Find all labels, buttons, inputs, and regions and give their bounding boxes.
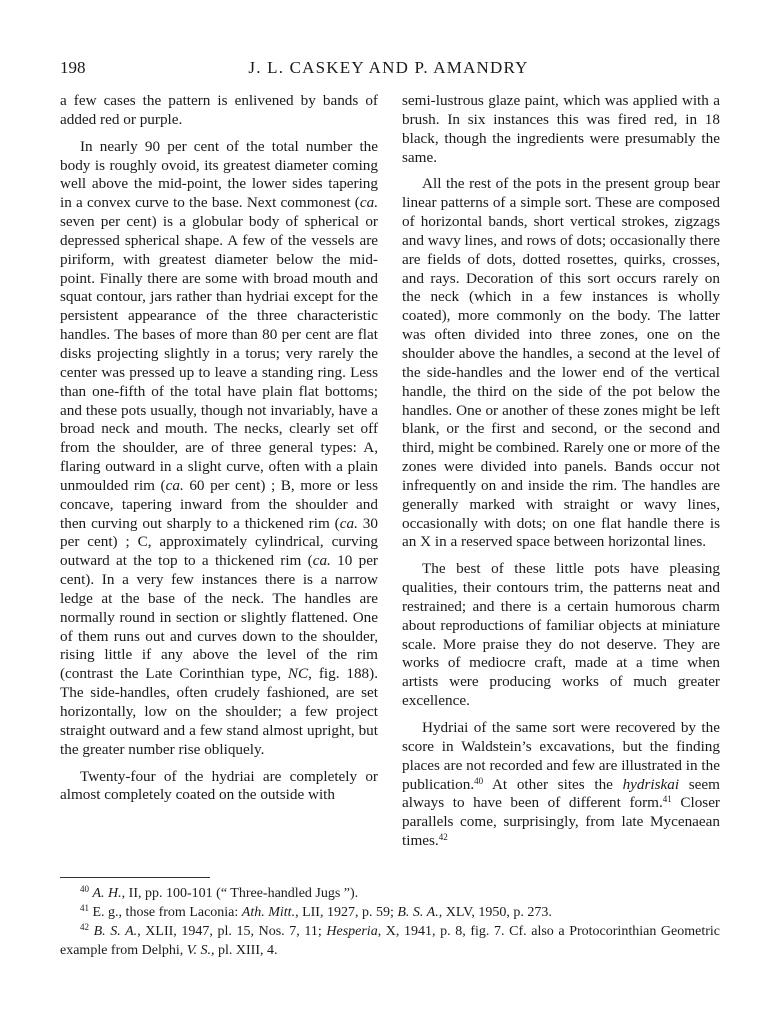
paragraph: All the rest of the pots in the present group bear linear patterns of a simple sort. These are composed of horizontal bands, short vertical strokes, zigzags and wavy lines, and rows of dots; occasionally there are fields of dots, dotted rosettes, quirks, crosses, and rays. Decoration of this sort occurs rarely on the neck (which in a few instances is wholly coated), more commonly on the body. The latter was often divided into three zones, one on the shoulder above the handles, a second at the level of the side-handles and the lower end of the vertical handle, the third on the side of the pot below the handles. One or another of these zones might be left blank, or the first and second, or the second and third, might be combined. Rarely one or more of the zones were divided into panels. Bands occur not infrequently on and inside the rim. The handles are generally marked with straight or wavy lines, occasionally with dots; on one flat handle there is an X in a reserved space between horizontal lines. bbox=[402, 175, 720, 551]
paragraph: a few cases the pattern is enlivened by bands of added red or purple. bbox=[60, 92, 378, 128]
footnote-rule bbox=[60, 877, 210, 878]
paragraph: The best of these little pots have pleasing qualities, their contours trim, the patterns neat and restrained; and there is a certain humorous charm about reproductions of familiar objects at miniature scale. More praise they do not deserve. They are works of mediocre craft, made at a time when artists were producing works of much greater excellence. bbox=[402, 560, 720, 710]
footnote-40: $^{40}$ A. H., II, pp. 100-101 (“ Three-handled Jugs ”). bbox=[80, 884, 359, 901]
right-column bbox=[402, 92, 720, 851]
paragraph: In nearly 90 per cent of the total number the body is roughly ovoid, its greatest diameter coming well above the mid-point, the lower sides tapering in a convex curve to the base. Next commonest (ca. seven per cent) is a globular body of spherical or depressed spherical shape. A few of the vessels are piriform, with greatest diameter below the mid-point. Finally there are some with broad mouth and squat contour, jars rather than hydriai except for the persistent appearance of the three characteristic handles. The bases of more than 80 per cent are flat disks projecting slightly in a torus; very rarely the center was pressed up to leave a standing ring. Less than one-fifth of the total have plain flat bottoms; and these pots usually, though not invariably, have a broad neck and mouth. The necks, clearly set off from the shoulder, are of three general types: A, flaring outward in a slight curve, often with a plain unmoulded rim (ca. 60 per cent) ; B, more or less concave, tapering inward from the shoulder and then curving out sharply to a thickened rim (ca. 30 per cent) ; C, approximately cylindrical, curving outward at the top to a thickened rim (ca. 10 per cent). In a very few instances there is a narrow ledge at the base of the neck. The handles are normally round in section or slightly flattened. One of them runs out and curves down to the shoulder, rising little if any above the level of the rim (contrast the Late Corinthian type, NC, fig. 188). The side-handles, often crudely fashioned, are set horizontally, low on the shoulder; a few project straight outward and a few stand almost upright, but the greater number rise obliquely. bbox=[60, 137, 379, 758]
footnote-41: $^{41}$ E. g., those from Laconia: Ath. Mitt., LII, 1927, p. 59; B. S. A., XLV, 1950, p. 273. bbox=[80, 903, 552, 920]
footnote-ref[interactable]: 42 bbox=[438, 832, 448, 843]
page-number: 198 bbox=[60, 58, 86, 77]
page-header bbox=[60, 58, 717, 82]
paragraph: semi-lustrous glaze paint, which was applied with a brush. In six instances this was fired red, in 18 black, though the ingredients were presumably the same. bbox=[402, 92, 720, 166]
left-column bbox=[60, 92, 378, 805]
paragraph: Hydriai of the same sort were recovered by the score in Waldstein’s excavations, but the finding places are not recorded and few are illustrated in the publication.$^{40}$ At other sites the hydriskai seem always to have been of different form.$^{41}$ Closer parallels come, surprisingly, from late Mycenaean times.$^{42}$ bbox=[402, 719, 720, 850]
paragraph: Twenty-four of the hydriai are completely or almost completely coated on the outside with bbox=[60, 767, 378, 804]
footnote-42: $^{42}$ B. S. A., XLII, 1947, pl. 15, Nos. 7, 11; Hesperia, X, 1941, p. 8, fig. 7. Cf. also a Protocorinthian Geometric example from Delphi, V. S., pl. XIII, 4. bbox=[60, 922, 721, 958]
footnote-ref[interactable]: 40 bbox=[474, 775, 484, 786]
running-head: J. L. CASKEY AND P. AMANDRY bbox=[248, 58, 529, 77]
footnote-ref[interactable]: 41 bbox=[662, 794, 672, 805]
footnotes bbox=[60, 884, 720, 960]
